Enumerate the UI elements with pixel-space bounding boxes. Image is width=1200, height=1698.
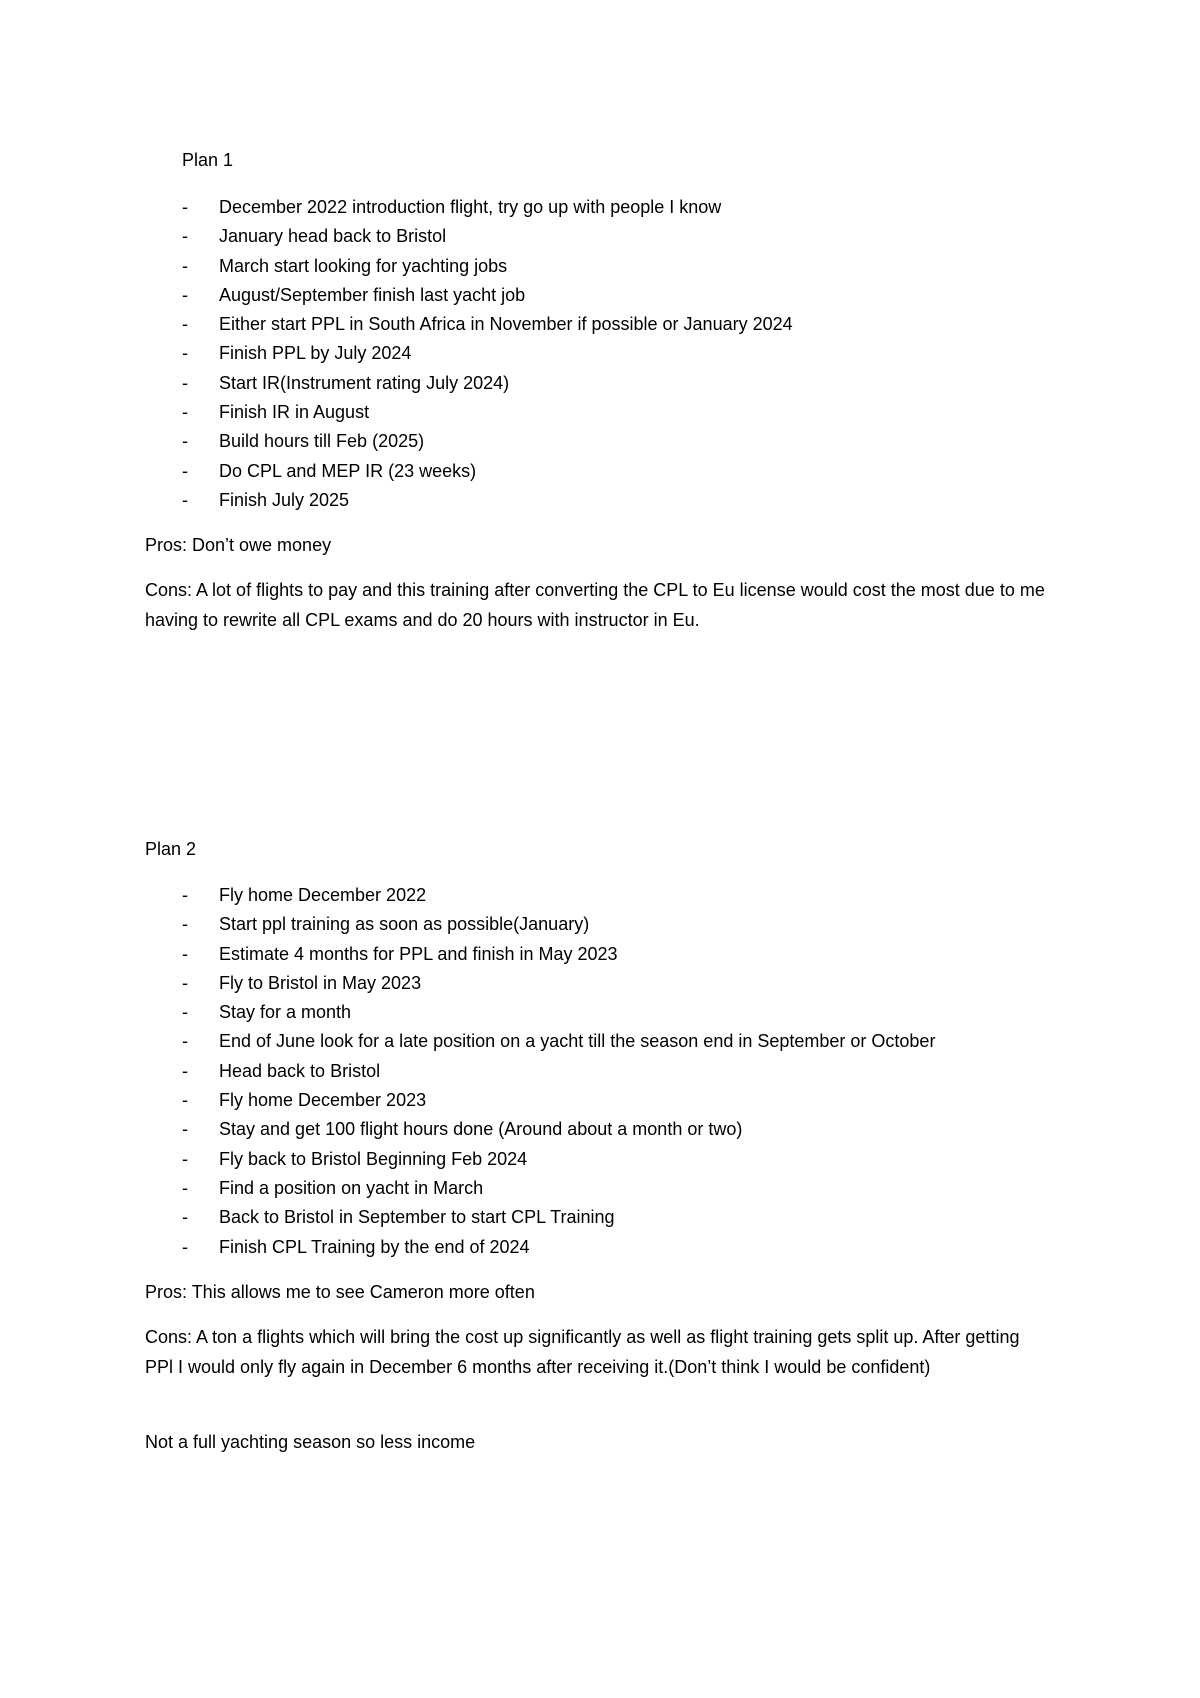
list-item-text: Finish CPL Training by the end of 2024: [219, 1236, 530, 1257]
list-item-text: August/September finish last yacht job: [219, 284, 526, 305]
plan-2-pros: Pros: This allows me to see Cameron more often: [145, 1282, 535, 1302]
list-item-text: Find a position on yacht in March: [219, 1177, 484, 1198]
bullet-dash: -: [182, 284, 188, 305]
list-item-text: End of June look for a late position on a yacht till the season end in September or October: [219, 1031, 936, 1052]
list-item-text: Finish PPL by July 2024: [219, 343, 412, 364]
list-item-text: December 2022 introduction flight, try go up with people I know: [219, 197, 722, 217]
bullet-dash: -: [182, 489, 188, 510]
bullet-dash: -: [182, 460, 188, 481]
bullet-dash: -: [182, 343, 188, 364]
list-item-text: Head back to Bristol: [219, 1060, 381, 1081]
bullet-dash: -: [182, 197, 188, 217]
bullet-dash: -: [182, 314, 188, 335]
bullet-dash: -: [182, 1177, 188, 1198]
list-item-text: Fly back to Bristol Beginning Feb 2024: [219, 1148, 528, 1169]
plan-2-note: Not a full yachting season so less income: [145, 1432, 476, 1452]
list-item-text: Stay and get 100 flight hours done (Around about a month or two): [219, 1119, 743, 1140]
bullet-dash: -: [182, 1060, 188, 1081]
bullet-dash: -: [182, 1090, 188, 1111]
plan-2-title: Plan 2: [145, 839, 197, 859]
list-item-text: March start looking for yachting jobs: [219, 255, 508, 276]
bullet-dash: -: [182, 943, 188, 964]
bullet-dash: -: [182, 255, 188, 276]
list-item-text: Finish July 2025: [219, 489, 350, 510]
bullet-dash: -: [182, 226, 188, 247]
list-item-text: Either start PPL in South Africa in November if possible or January 2024: [219, 314, 793, 335]
bullet-dash: -: [182, 1031, 188, 1052]
plan-1-pros: Pros: Don’t owe money: [145, 535, 332, 555]
list-item-text: Fly to Bristol in May 2023: [219, 972, 422, 993]
bullet-dash: -: [182, 1148, 188, 1169]
list-item-text: Fly home December 2022: [219, 885, 427, 905]
plan-1-title: Plan 1: [182, 150, 234, 170]
list-item-text: January head back to Bristol: [219, 226, 447, 247]
bullet-dash: -: [182, 885, 188, 905]
bullet-dash: -: [182, 1119, 188, 1140]
bullet-dash: -: [182, 431, 188, 452]
bullet-dash: -: [182, 1207, 188, 1228]
bullet-dash: -: [182, 914, 188, 935]
bullet-dash: -: [182, 1236, 188, 1257]
list-item-text: Finish IR in August: [219, 402, 370, 423]
bullet-dash: -: [182, 402, 188, 423]
plan-1-cons: Cons: A lot of flights to pay and this training after converting the CPL to Eu license would cost the most due to me having to rewrite all CPL exams and do 20 hours with instructor in Eu.: [145, 580, 1045, 630]
list-item-text: Start IR(Instrument rating July 2024): [219, 372, 510, 393]
list-item-text: Estimate 4 months for PPL and finish in May 2023: [219, 943, 618, 964]
list-item-text: Do CPL and MEP IR (23 weeks): [219, 460, 477, 481]
list-item-text: Stay for a month: [219, 1002, 352, 1023]
bullet-dash: -: [182, 1002, 188, 1023]
list-item-text: Back to Bristol in September to start CPL Training: [219, 1207, 615, 1228]
list-item-text: Start ppl training as soon as possible(January): [219, 914, 590, 935]
list-item-text: Build hours till Feb (2025): [219, 431, 425, 452]
list-item-text: Fly home December 2023: [219, 1090, 427, 1111]
bullet-dash: -: [182, 972, 188, 993]
bullet-dash: -: [182, 372, 188, 393]
plan-2-cons: Cons: A ton a flights which will bring the cost up significantly as well as flight training gets split up. After getting PPl I would only fly again in December 6 months after receiving it.(Don’t think I would be confident): [145, 1327, 1020, 1377]
